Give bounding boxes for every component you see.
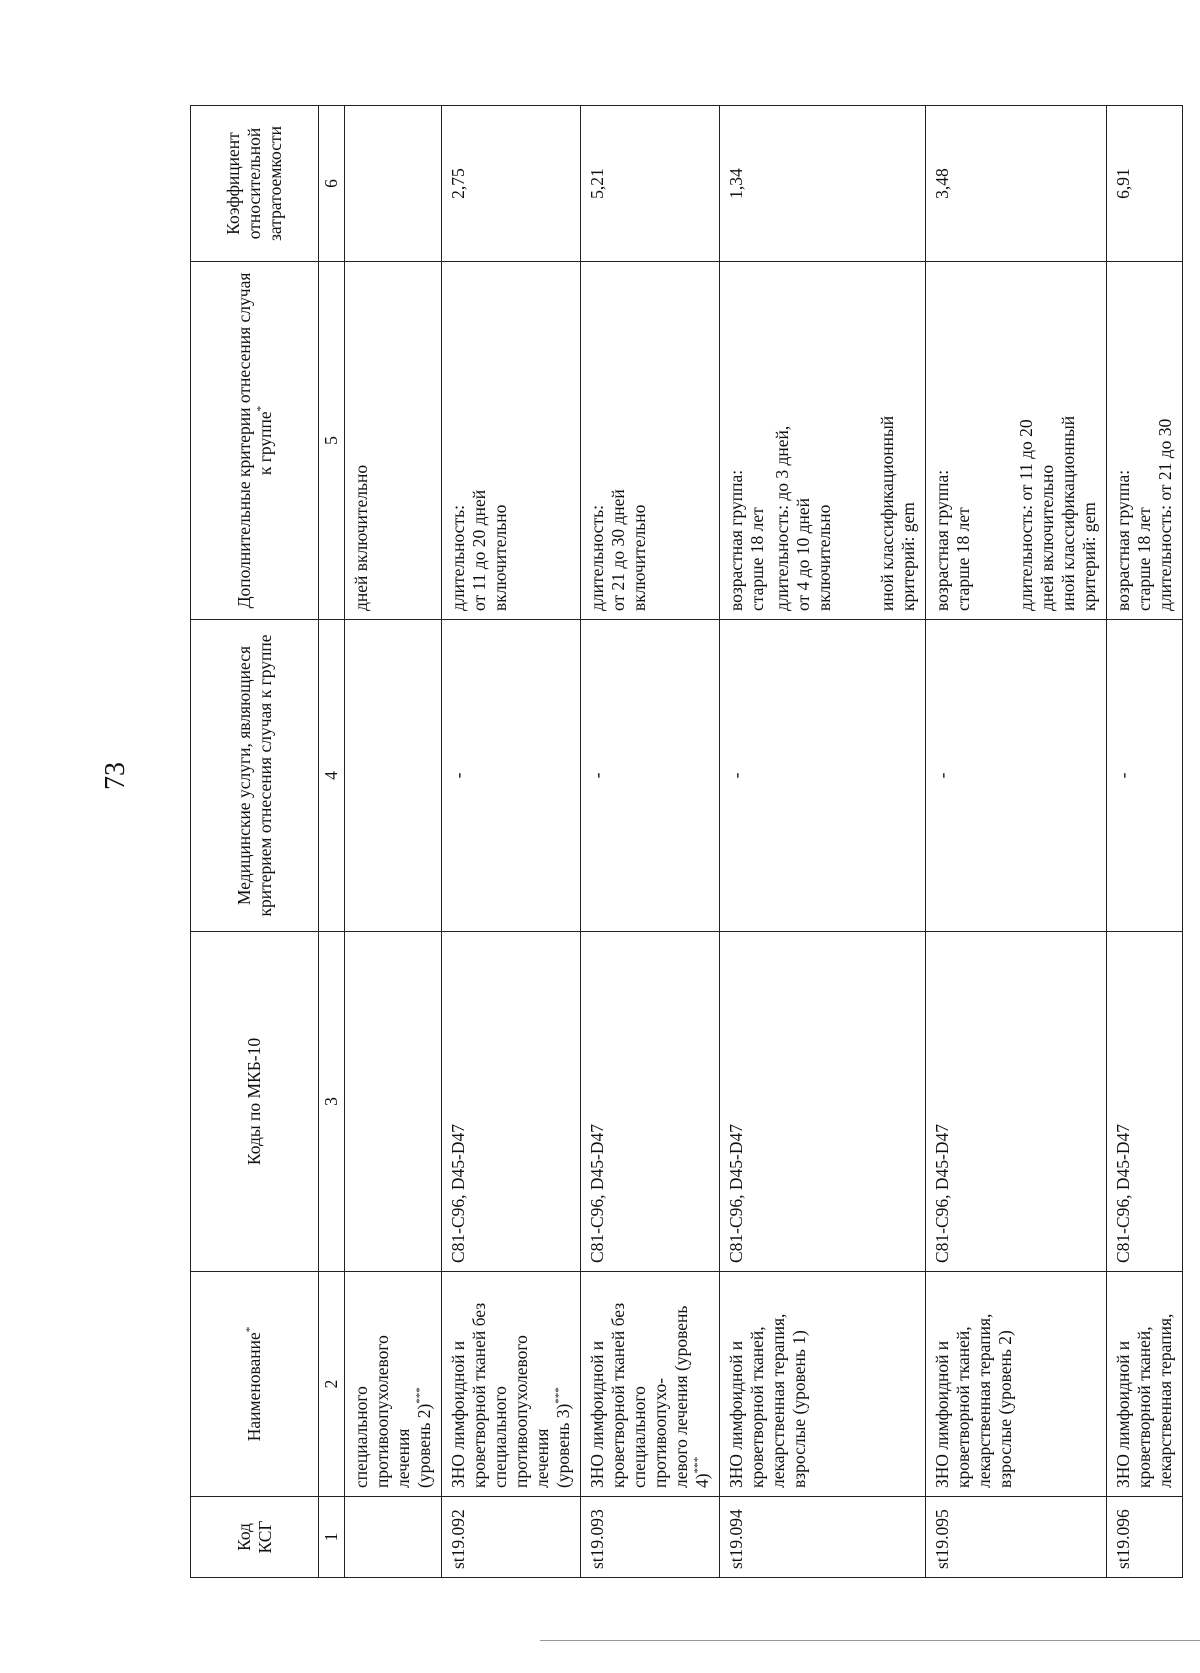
coefficient-cell: 2,75	[442, 106, 581, 262]
column-number-row	[319, 106, 345, 1578]
coefficient-cell: 3,48	[926, 106, 1107, 262]
table-row	[926, 106, 1107, 1578]
services-cell	[345, 620, 442, 932]
scan-edge-line	[540, 1640, 1200, 1641]
ksg-name-cell: ЗНО лимфоидной и кроветворной тканей без специального противоопухо- левого лечения (уровень 4)***	[581, 1272, 720, 1497]
icd-codes-cell: C81-C96, D45-D47	[581, 932, 720, 1272]
table-row	[581, 106, 720, 1578]
coefficient-cell: 1,34	[720, 106, 926, 262]
rotated-table-container	[190, 106, 1175, 1578]
column-number: 6	[319, 106, 345, 262]
ksg-name-cell: специального противоопухолевого лечения (уровень 2)***	[345, 1272, 442, 1497]
coefficient-cell	[345, 106, 442, 262]
icd-codes-cell: C81-C96, D45-D47	[926, 932, 1107, 1272]
services-cell: -	[1107, 620, 1183, 932]
column-number: 2	[319, 1272, 345, 1497]
header-cell-services: Медицинские услуги, являющиеся критерием отнесения случая к группе	[191, 620, 319, 932]
ksg-code-cell: st19.095	[926, 1497, 1107, 1578]
coefficient-cell: 5,21	[581, 106, 720, 262]
ksg-code-cell	[345, 1497, 442, 1578]
ksg-name-cell: ЗНО лимфоидной и кроветворной тканей, лекарственная терапия,	[1107, 1272, 1183, 1497]
ksg-table	[190, 105, 1183, 1578]
services-cell: -	[442, 620, 581, 932]
icd-codes-cell: C81-C96, D45-D47	[720, 932, 926, 1272]
table-row	[345, 106, 442, 1578]
services-cell: -	[720, 620, 926, 932]
header-cell-criteria: Дополнительные критерии отнесения случая к группе*	[191, 262, 319, 620]
ksg-code-cell: st19.094	[720, 1497, 926, 1578]
ksg-name-cell: ЗНО лимфоидной и кроветворной тканей, лекарственная терапия, взрослые (уровень 2)	[926, 1272, 1107, 1497]
table-row	[1107, 106, 1183, 1578]
criteria-cell: возрастная группа: старше 18 лет длительность: от 21 до 30	[1107, 262, 1183, 620]
page-number: 73	[100, 762, 131, 790]
ksg-code-cell: st19.093	[581, 1497, 720, 1578]
criteria-cell: длительность: от 11 до 20 дней включительно	[442, 262, 581, 620]
column-number: 3	[319, 932, 345, 1272]
header-row	[191, 106, 319, 1578]
header-cell-icd: Коды по МКБ-10	[191, 932, 319, 1272]
services-cell: -	[581, 620, 720, 932]
header-cell-code: Код КСГ	[191, 1497, 319, 1578]
header-cell-name: Наименование*	[191, 1272, 319, 1497]
icd-codes-cell: C81-C96, D45-D47	[442, 932, 581, 1272]
table-row	[442, 106, 581, 1578]
ksg-name-cell: ЗНО лимфоидной и кроветворной тканей, лекарственная терапия, взрослые (уровень 1)	[720, 1272, 926, 1497]
criteria-cell: дней включительно	[345, 262, 442, 620]
header-cell-coef: Коэффициент относительной затратоемкости	[191, 106, 319, 262]
criteria-cell: возрастная группа: старше 18 лет длительность: от 11 до 20 дней включительно иной классификационный критерий: gem	[926, 262, 1107, 620]
column-number: 1	[319, 1497, 345, 1578]
ksg-name-cell: ЗНО лимфоидной и кроветворной тканей без специального противоопухолевого лечения (уровень 3)***	[442, 1272, 581, 1497]
ksg-code-cell: st19.096	[1107, 1497, 1183, 1578]
ksg-code-cell: st19.092	[442, 1497, 581, 1578]
column-number: 5	[319, 262, 345, 620]
services-cell: -	[926, 620, 1107, 932]
table-row	[720, 106, 926, 1578]
criteria-cell: возрастная группа: старше 18 лет длительность: до 3 дней, от 4 до 10 дней включительно иной классификационный критерий: gem	[720, 262, 926, 620]
criteria-cell: длительность: от 21 до 30 дней включительно	[581, 262, 720, 620]
icd-codes-cell: C81-C96, D45-D47	[1107, 932, 1183, 1272]
column-number: 4	[319, 620, 345, 932]
coefficient-cell: 6,91	[1107, 106, 1183, 262]
icd-codes-cell	[345, 932, 442, 1272]
